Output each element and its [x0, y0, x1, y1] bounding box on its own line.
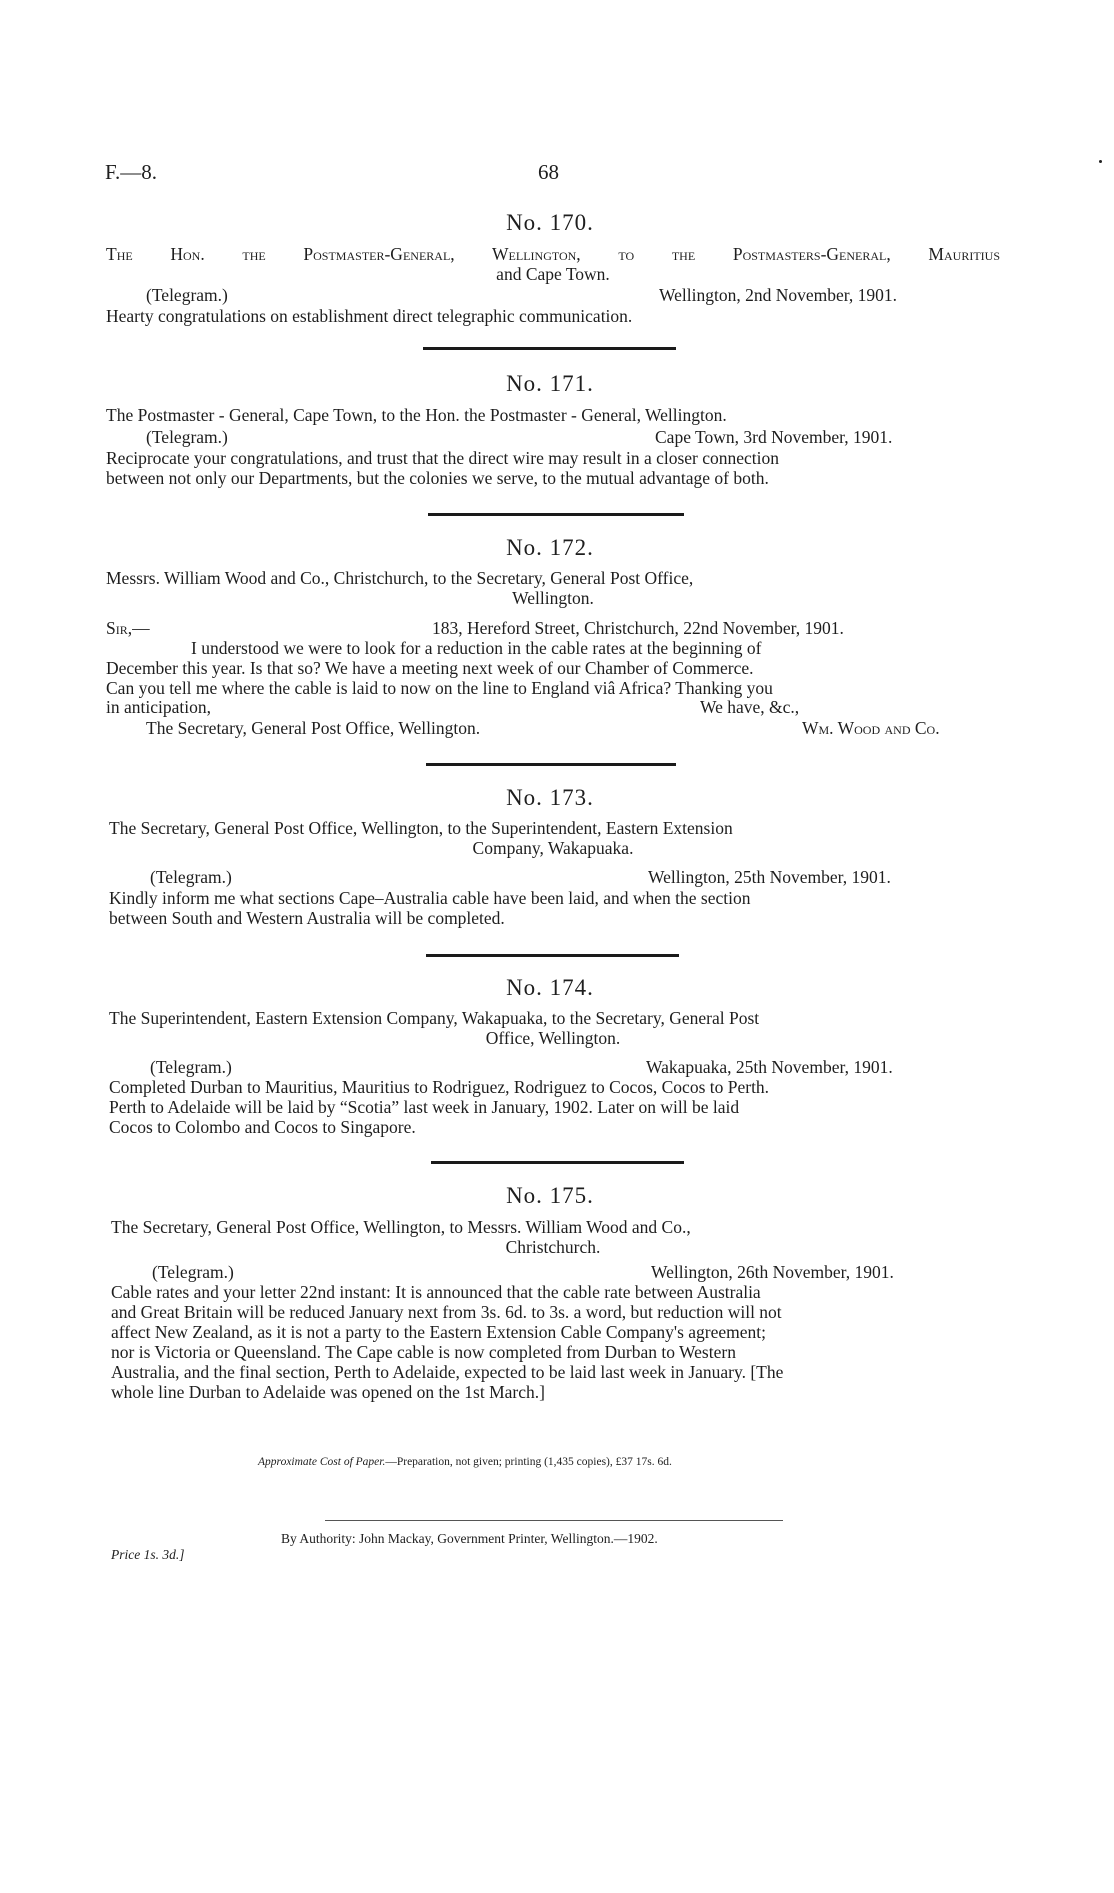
- section-171-place-date: Cape Town, 3rd November, 1901.: [655, 427, 893, 447]
- section-170-body-line1: Hearty congratulations on establishment direct telegraphic communication.: [106, 306, 633, 326]
- section-175-body-line3: affect New Zealand, as it is not a party to the Eastern Extension Cable Company's agreement;: [111, 1322, 766, 1342]
- section-divider: [426, 763, 676, 766]
- section-heading-173: No. 173.: [506, 785, 594, 810]
- section-170-place-date: Wellington, 2nd November, 1901.: [659, 285, 897, 305]
- section-172-body-line1: I understood we were to look for a reduction in the cable rates at the beginning of: [191, 638, 762, 658]
- section-173-place-date: Wellington, 25th November, 1901.: [648, 867, 891, 887]
- section-divider: [423, 347, 676, 350]
- section-172-body-line2: December this year. Is that so? We have a meeting next week of our Chamber of Commerce.: [106, 658, 754, 678]
- authority-line: By Authority: John Mackay, Government Printer, Wellington.—1902.: [281, 1531, 658, 1546]
- section-heading-175: No. 175.: [506, 1183, 594, 1208]
- section-170-address-text: The Hon. the Postmaster-General, Wellington, to the Postmasters-General, Mauritius: [106, 244, 1000, 264]
- section-175-address-line1: The Secretary, General Post Office, Wellington, to Messrs. William Wood and Co.,: [111, 1217, 691, 1237]
- section-174-body-line1: Completed Durban to Mauritius, Mauritius to Rodriguez, Rodriguez to Cocos, Cocos to Perth.: [109, 1077, 770, 1097]
- section-170-address-line1: [106, 244, 1000, 264]
- page-number: 68: [538, 160, 559, 184]
- section-171-body-line2: between not only our Departments, but the colonies we serve, to the mutual advantage of both.: [106, 468, 769, 488]
- cost-note: [258, 1456, 672, 1468]
- section-173-body-line2: between South and Western Australia will be completed.: [109, 908, 505, 928]
- section-172-body-line4: in anticipation,: [106, 697, 211, 717]
- section-heading-170: No. 170.: [506, 210, 594, 235]
- section-175-address-line2: Christchurch.: [505, 1237, 601, 1257]
- section-173-telegram-tag: (Telegram.): [150, 867, 232, 887]
- section-172-addressee: The Secretary, General Post Office, Wellington.: [146, 718, 481, 738]
- section-174-body-line3: Cocos to Colombo and Cocos to Singapore.: [109, 1117, 416, 1137]
- section-172-closing: We have, &c.,: [700, 697, 800, 717]
- section-175-body-line1: Cable rates and your letter 22nd instant: It is announced that the cable rate between Australia: [111, 1282, 761, 1302]
- section-heading-172: No. 172.: [506, 535, 594, 560]
- section-172-signature: Wm. Wood and Co.: [802, 718, 940, 738]
- section-175-body-line4: nor is Victoria or Queensland. The Cape cable is now completed from Durban to Western: [111, 1342, 736, 1362]
- section-170-address-line2: and Cape Town.: [496, 264, 610, 284]
- section-heading-174: No. 174.: [506, 975, 594, 1000]
- section-172-address-line1: Messrs. William Wood and Co., Christchurch, to the Secretary, General Post Office,: [106, 568, 694, 588]
- section-171-telegram-tag: (Telegram.): [146, 427, 228, 447]
- section-divider: [428, 513, 684, 516]
- section-173-address-line2: Company, Wakapuaka.: [472, 838, 634, 858]
- section-heading-171: No. 171.: [506, 371, 594, 396]
- authority-rule: [325, 1520, 783, 1521]
- section-172-address-line2: Wellington.: [512, 588, 594, 608]
- cost-note-label: Approximate Cost of Paper.: [258, 1456, 386, 1468]
- section-174-address-line2: Office, Wellington.: [485, 1028, 621, 1048]
- section-divider: [426, 954, 679, 957]
- section-175-body-line2: and Great Britain will be reduced January next from 3s. 6d. to 3s. a word, but reduction will not: [111, 1302, 782, 1322]
- section-171-address-line1: The Postmaster - General, Cape Town, to the Hon. the Postmaster - General, Wellington.: [106, 405, 727, 425]
- series-label: F.—8.: [105, 160, 157, 184]
- margin-mark: [1099, 160, 1102, 163]
- section-171-body-line1: Reciprocate your congratulations, and trust that the direct wire may result in a closer connection: [106, 448, 780, 468]
- section-divider: [431, 1161, 684, 1164]
- section-174-telegram-tag: (Telegram.): [150, 1057, 232, 1077]
- section-175-body-line5: Australia, and the final section, Perth to Adelaide, expected to be laid last week in January. [The: [111, 1362, 784, 1382]
- section-175-body-line6: whole line Durban to Adelaide was opened on the 1st March.]: [111, 1382, 545, 1402]
- section-172-place-date: 183, Hereford Street, Christchurch, 22nd November, 1901.: [432, 618, 844, 638]
- price-note: Price 1s. 3d.]: [111, 1547, 185, 1562]
- section-172-salutation: Sir,—: [106, 618, 150, 638]
- section-173-body-line1: Kindly inform me what sections Cape–Australia cable have been laid, and when the section: [109, 888, 751, 908]
- section-174-address-line1: The Superintendent, Eastern Extension Company, Wakapuaka, to the Secretary, General Post: [109, 1008, 760, 1028]
- section-172-body-line3: Can you tell me where the cable is laid to now on the line to England viâ Africa? Thanking you: [106, 678, 773, 698]
- section-173-address-line1: The Secretary, General Post Office, Wellington, to the Superintendent, Eastern Extension: [109, 818, 733, 838]
- section-175-place-date: Wellington, 26th November, 1901.: [651, 1262, 894, 1282]
- section-174-body-line2: Perth to Adelaide will be laid by “Scotia” last week in January, 1902. Later on will be laid: [109, 1097, 740, 1117]
- cost-note-text: —Preparation, not given; printing (1,435 copies), £37 17s. 6d.: [385, 1456, 672, 1468]
- section-170-telegram-tag: (Telegram.): [146, 285, 228, 305]
- section-174-place-date: Wakapuaka, 25th November, 1901.: [646, 1057, 893, 1077]
- section-175-telegram-tag: (Telegram.): [152, 1262, 234, 1282]
